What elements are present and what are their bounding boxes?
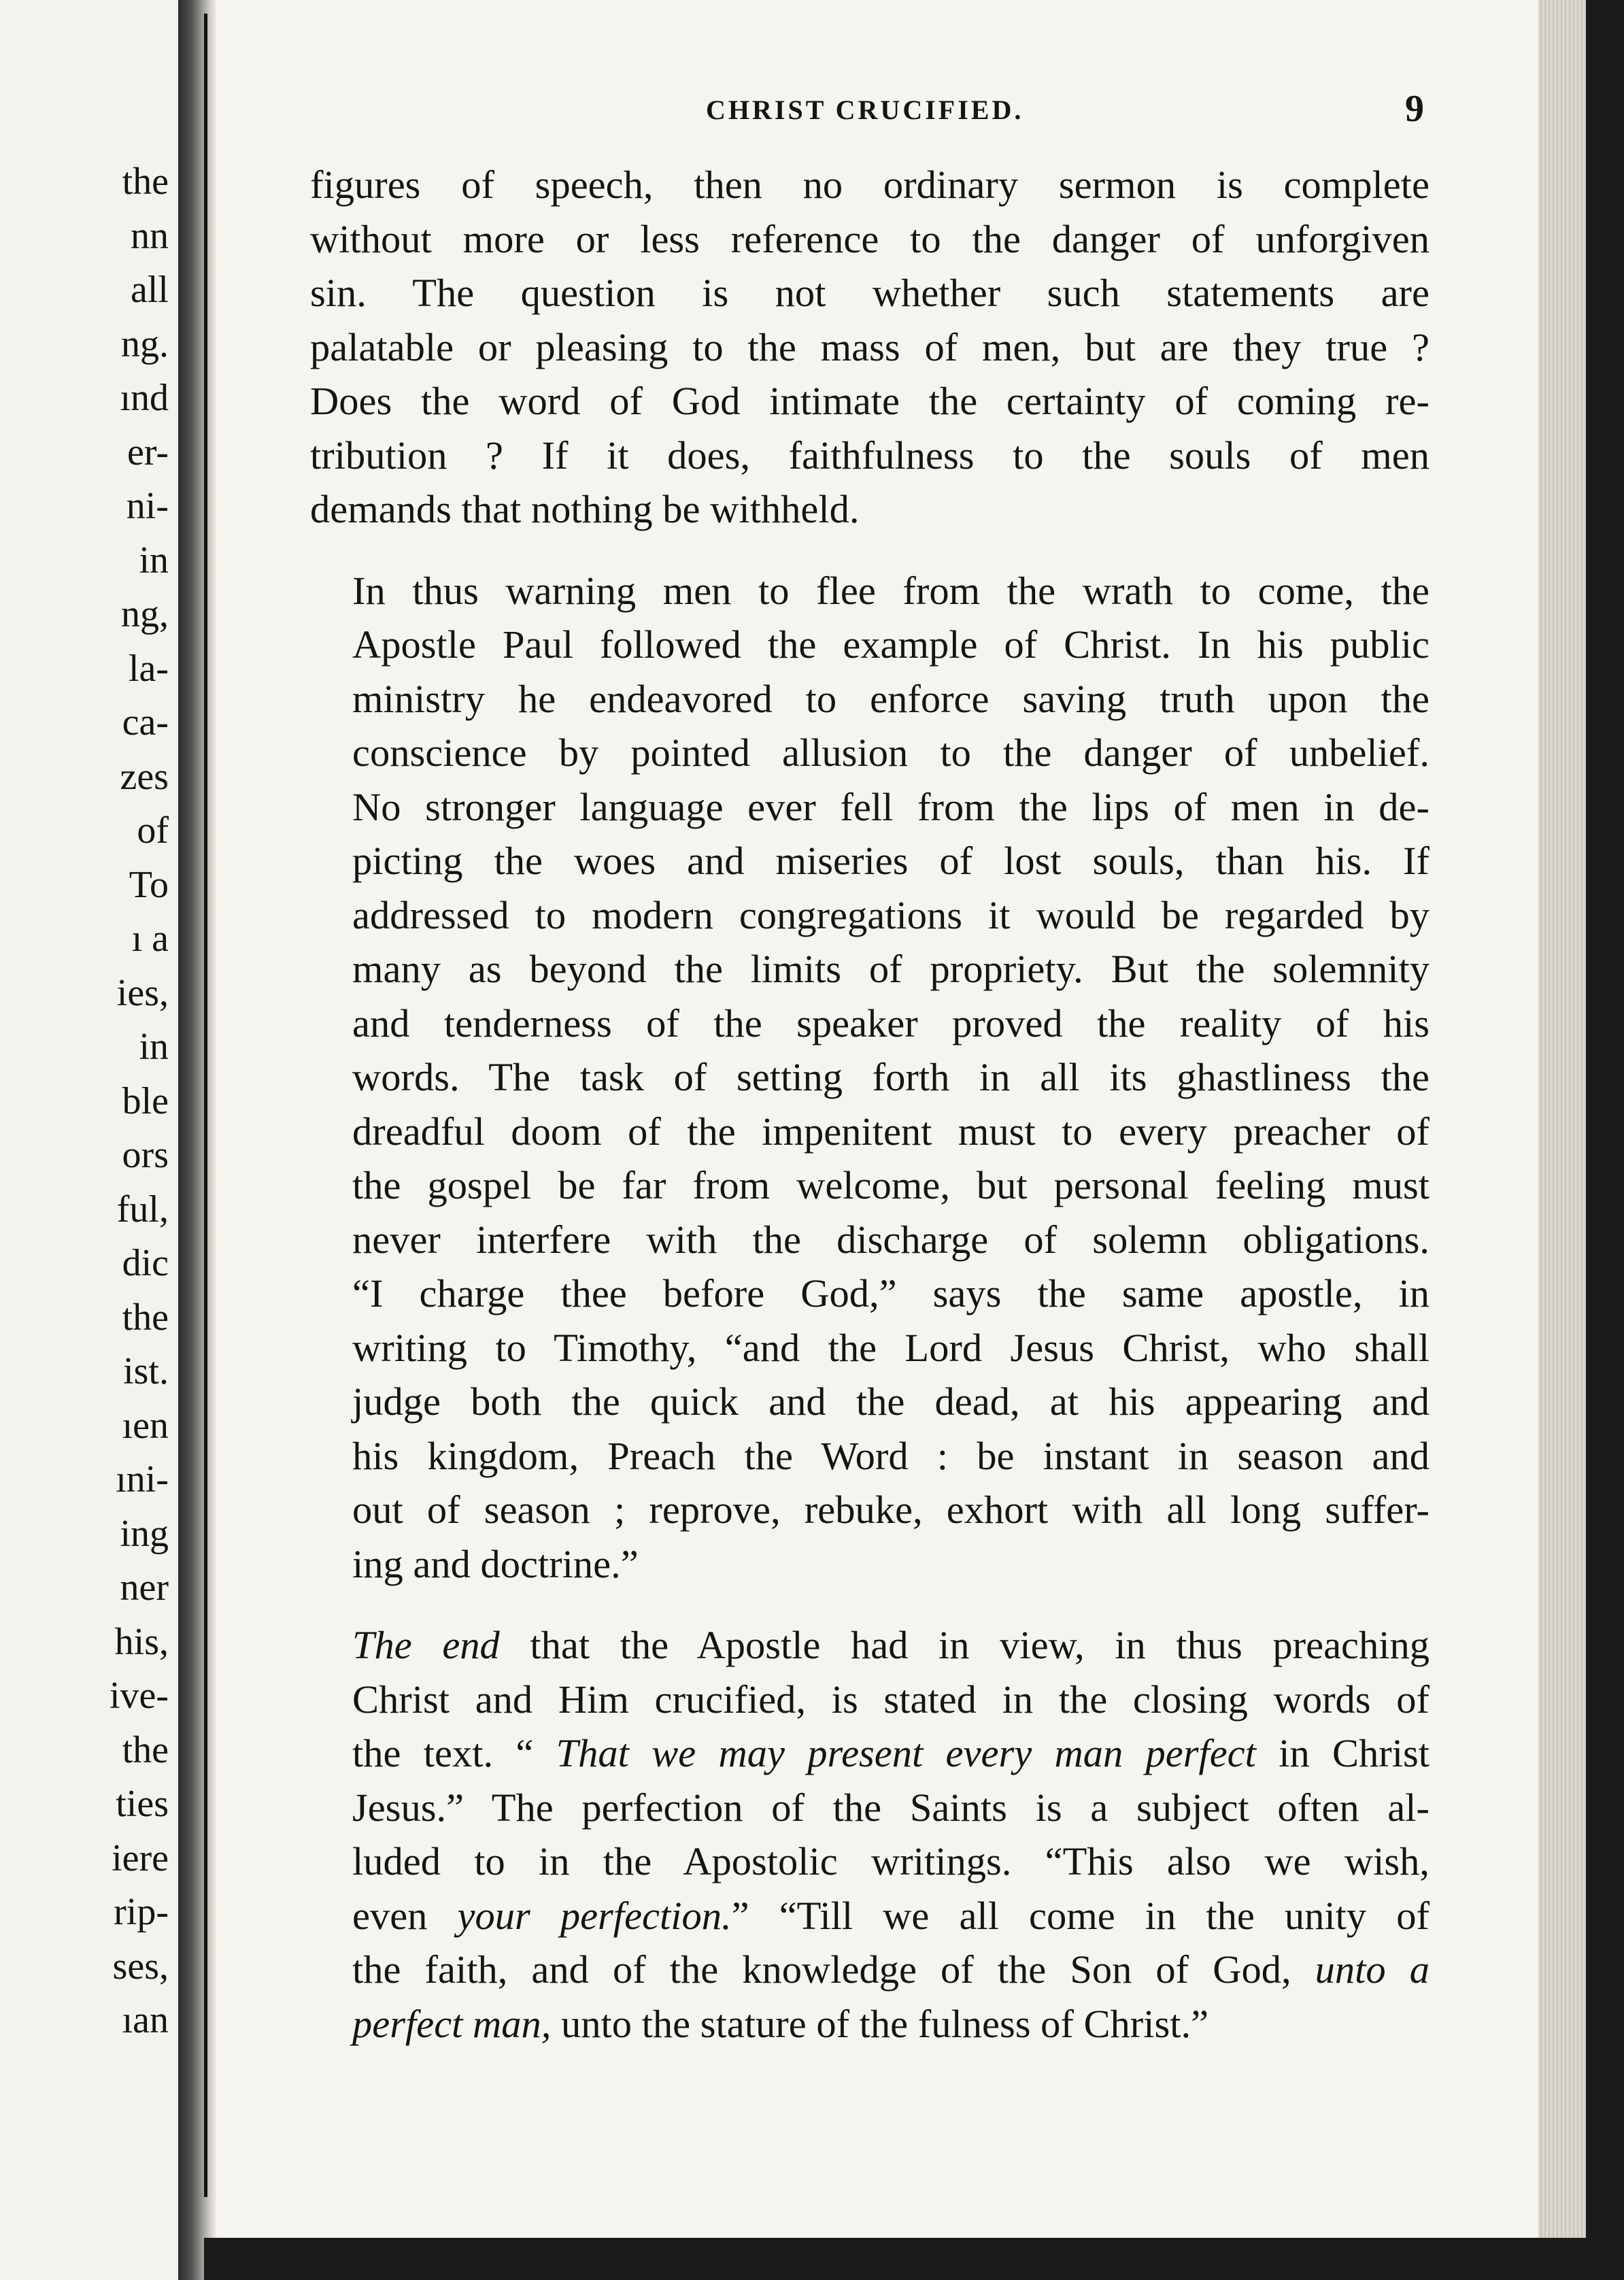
text-run: Jesus.” The perfection of the Saints is a subject often al- [352, 1785, 1430, 1830]
text-line: tribution ? If it does, faithfulness to the souls of men [310, 433, 1430, 477]
text-line: No stronger language ever fell from the lips of men in de- [352, 784, 1430, 829]
text-run: in Christ [1255, 1731, 1430, 1775]
bottom-shadow [204, 2238, 1591, 2280]
text-line: picting the woes and miseries of lost souls, than his. If [352, 839, 1430, 883]
text-run: the faith, and of the knowledge of the Son of God, [352, 1947, 1315, 1992]
previous-page-fragment: ble [122, 1079, 169, 1122]
text-run: ” “Till we all come in the unity of [731, 1893, 1430, 1938]
previous-page-fragment: ı a [131, 918, 169, 960]
previous-page-fragment: ıni- [116, 1458, 169, 1501]
previous-page-fragment: the [122, 1728, 169, 1771]
text-line: and tenderness of the speaker proved the reality of his [352, 1001, 1430, 1045]
text-run: the text. “ [352, 1731, 556, 1775]
previous-page-fragment: er- [126, 431, 169, 473]
previous-page-fragment: ive- [109, 1675, 169, 1717]
previous-page-fragment: ors [122, 1134, 169, 1176]
previous-page-fragment: of [137, 809, 169, 852]
text-line: ministry he endeavored to enforce saving truth upon the [352, 676, 1430, 721]
text-run: unto the stature of the fulness of Christ.” [551, 2001, 1209, 2046]
paragraph-3 [310, 1618, 1430, 2051]
previous-page-fragment: ties [116, 1783, 169, 1825]
body-text [310, 158, 1430, 2051]
text-line: his kingdom, Preach the Word : be instant in season and [352, 1433, 1430, 1478]
italic-text: That we may present every man perfect [556, 1731, 1256, 1775]
previous-page-fragment: rip- [114, 1891, 169, 1933]
previous-page-fragment: ist. [123, 1350, 169, 1392]
book-page [216, 0, 1551, 2245]
text-run: Christ and Him crucified, is stated in the closing words of [352, 1677, 1430, 1722]
text-line [310, 1889, 1430, 1943]
page-number: 9 [1405, 88, 1424, 130]
italic-text: your perfection. [457, 1893, 732, 1938]
book-gutter [178, 0, 218, 2280]
gutter-shadow-line [204, 14, 207, 2197]
previous-page-fragment: ng. [121, 322, 169, 365]
text-line: In thus warning men to flee from the wrath to come, the [352, 568, 1430, 613]
text-line: never interfere with the discharge of solemn obligations. [352, 1217, 1430, 1262]
previous-page-fragment: dic [122, 1242, 169, 1284]
previous-page-text-fragments [109, 155, 169, 2048]
text-line [310, 1618, 1430, 1673]
previous-page-fragment: ıan [122, 1999, 169, 2041]
previous-page-fragment: the [122, 161, 169, 203]
text-line: conscience by pointed allusion to the danger of unbelief. [352, 731, 1430, 775]
text-line: the gospel be far from welcome, but personal feeling must [352, 1163, 1430, 1207]
page-stack-edge [1538, 0, 1586, 2245]
text-line: demands that nothing be withheld. [310, 487, 860, 531]
previous-page-fragment: in [139, 1026, 169, 1068]
text-run: luded to in the Apostolic writings. “This also we wish, [352, 1839, 1430, 1883]
previous-page-fragment: ies, [116, 971, 169, 1014]
text-line: judge both the quick and the dead, at his appearing and [352, 1379, 1430, 1424]
text-line [310, 1781, 1430, 1835]
previous-page-fragment: ses, [112, 1945, 169, 1988]
text-line [310, 1997, 1430, 2051]
text-line: out of season ; reprove, rebuke, exhort with all long suffer- [352, 1488, 1430, 1532]
italic-text: perfect man, [352, 2001, 552, 2046]
paragraph-2 [310, 564, 1430, 1592]
previous-page-fragment: his, [114, 1620, 169, 1663]
text-line: dreadful doom of the impenitent must to every preacher of [352, 1109, 1430, 1154]
text-line: words. The task of setting forth in all its ghastliness the [352, 1055, 1430, 1099]
text-line [310, 1943, 1430, 1997]
page-header [216, 88, 1551, 135]
text-line: writing to Timothy, “and the Lord Jesus Christ, who shall [352, 1325, 1430, 1370]
previous-page-fragment: ner [120, 1566, 169, 1609]
text-line: figures of speech, then no ordinary sermon is complete [310, 163, 1430, 207]
previous-page-fragment: la- [128, 647, 169, 690]
text-run: that the Apostle had in view, in thus preaching [499, 1623, 1430, 1667]
text-line: Apostle Paul followed the example of Christ. In his public [352, 622, 1430, 667]
previous-page-fragment: ful, [116, 1188, 169, 1230]
text-line: addressed to modern congregations it would be regarded by [352, 892, 1430, 937]
text-line: palatable or pleasing to the mass of men, but are they true ? [310, 324, 1430, 369]
previous-page-fragment: all [131, 269, 169, 311]
paragraph-1 [310, 158, 1430, 537]
text-line: ing and doctrine.” [352, 1541, 639, 1586]
running-head: CHRIST CRUCIFIED. [706, 95, 1024, 125]
previous-page-fragment: in [139, 539, 169, 582]
text-line: sin. The question is not whether such statements are [310, 271, 1430, 315]
previous-page-fragment: ing [120, 1512, 169, 1555]
text-run: even [352, 1893, 458, 1938]
text-line: Does the word of God intimate the certainty of coming re- [310, 379, 1430, 423]
previous-page-fragment: ıen [122, 1404, 169, 1447]
text-line: “I charge thee before God,” says the same apostle, in [352, 1271, 1430, 1315]
text-line [310, 1726, 1430, 1781]
text-line: many as beyond the limits of propriety. But the solemnity [352, 947, 1430, 991]
previous-page-fragment: iere [112, 1837, 169, 1879]
previous-page-fragment: zes [120, 755, 169, 798]
previous-page-fragment: ınd [120, 377, 169, 419]
previous-page-fragment: the [122, 1296, 169, 1339]
italic-text: unto a [1315, 1947, 1430, 1992]
italic-text: The end [352, 1623, 500, 1667]
previous-page-fragment: ca- [122, 701, 169, 743]
text-line [310, 1834, 1430, 1889]
text-line: without more or less reference to the danger of unforgiven [310, 216, 1430, 261]
previous-page-edge [0, 0, 178, 2280]
previous-page-fragment: ng, [121, 593, 169, 635]
previous-page-fragment: To [129, 863, 169, 906]
previous-page-fragment: nn [131, 214, 169, 257]
previous-page-fragment: ni- [126, 485, 169, 527]
text-line [310, 1673, 1430, 1727]
